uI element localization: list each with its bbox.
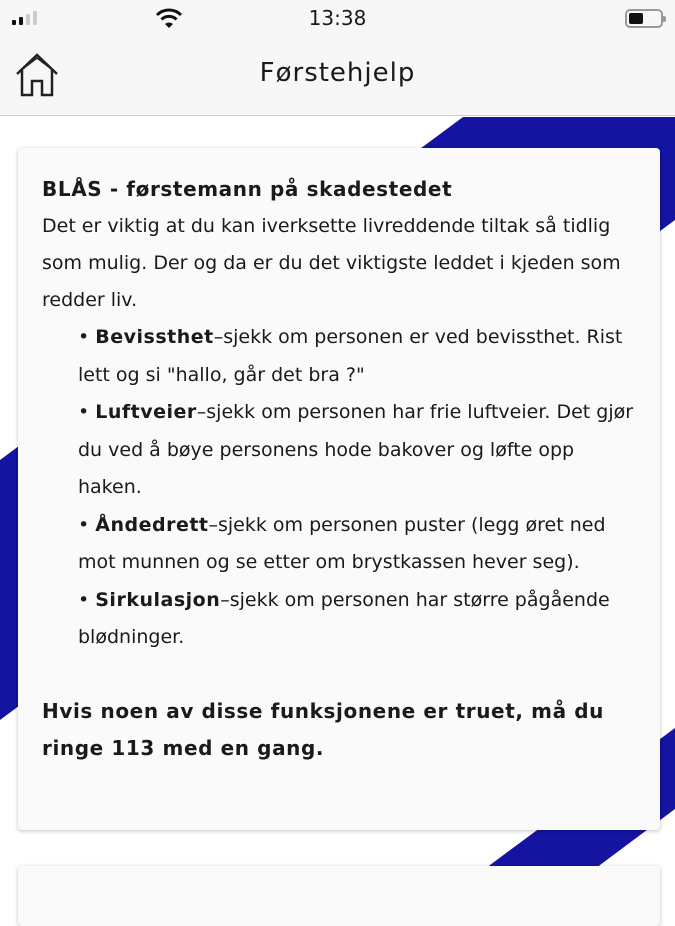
status-time: 13:38 (308, 6, 367, 30)
item-text: –sjekk om personen puster (legg øret ned mot munnen og se etter om brystkassen hever seg). (78, 513, 606, 573)
list-item: • Åndedrett–sjekk om personen puster (legg øret ned mot munnen og se etter om brystkassen hever seg). (78, 513, 606, 573)
card-heading: BLÅS - førstemann på skadestedet (42, 177, 453, 201)
status-bar (0, 0, 675, 38)
list-item: • Sirkulasjon–sjekk om personen har større pågående blødninger. (78, 588, 610, 648)
item-text: –sjekk om personen har større pågående blødninger. (78, 588, 610, 648)
abc-list (42, 319, 636, 657)
item-term: Sirkulasjon (95, 588, 221, 611)
list-item: • Luftveier–sjekk om personen har frie luftveier. Det gjør du ved å bøye personens hode bakover og løfte opp haken. (78, 401, 634, 498)
card-intro: Det er viktig at du kan iverksette livreddende tiltak så tidlig som mulig. Der og da er du det viktigste leddet i kjeden som redder liv. (42, 215, 621, 311)
warning-text: Hvis noen av disse funksjonene er truet, må du ringe 113 med en gang. (42, 698, 604, 760)
item-term: Åndedrett (95, 513, 209, 536)
item-term: Bevissthet (95, 326, 214, 348)
list-item: • Bevissthet–sjekk om personen er ved bevissthet. Rist lett og si "hallo, går det bra ?" (78, 326, 623, 386)
page-title: Førstehjelp (259, 58, 416, 88)
item-text: –sjekk om personen er ved bevissthet. Rist lett og si "hallo, går det bra ?" (78, 326, 623, 386)
first-aid-card (18, 148, 660, 830)
next-card (18, 866, 660, 926)
item-term: Luftveier (95, 401, 197, 423)
nav-bar (0, 38, 675, 116)
battery-icon (625, 9, 663, 28)
item-text: –sjekk om personen har frie luftveier. Det gjør du ved å bøye personens hode bakover og løfte opp haken. (78, 401, 634, 498)
